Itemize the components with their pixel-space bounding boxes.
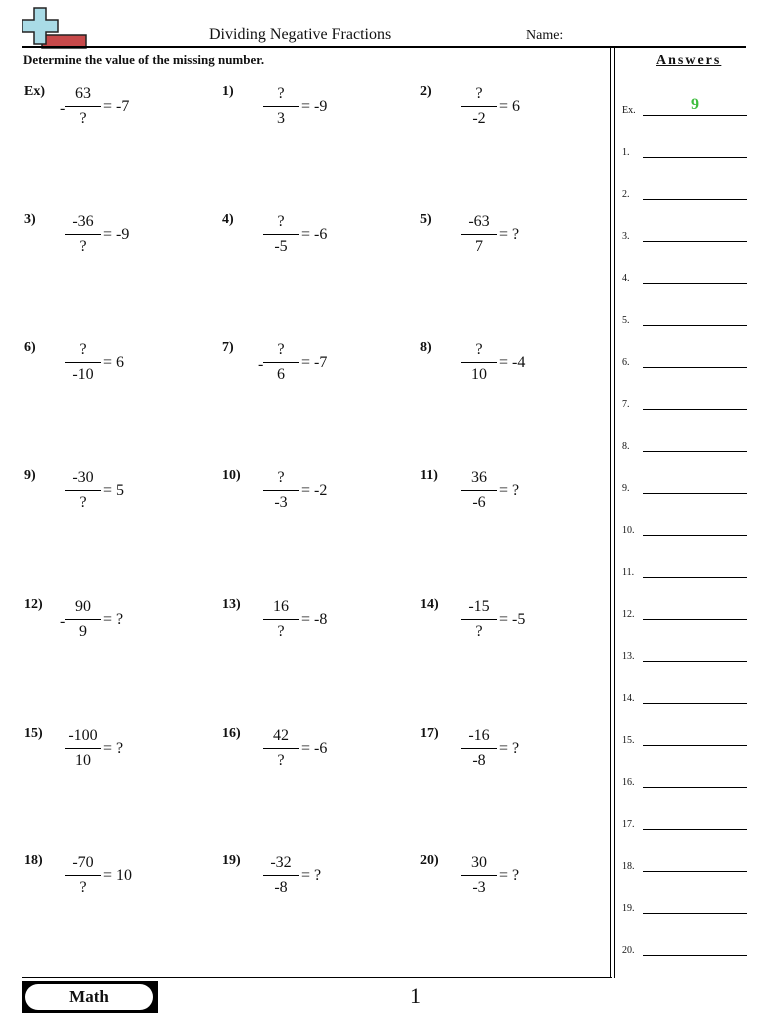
result-value: -6 [314, 740, 328, 757]
fraction-bar [65, 362, 101, 363]
fraction [65, 340, 101, 385]
answer-line [643, 115, 747, 116]
answer-row [622, 306, 747, 326]
answer-label: 15. [622, 735, 635, 746]
problem-number: 10) [222, 468, 241, 483]
answer-row [622, 894, 747, 914]
problem-item [24, 597, 204, 657]
answer-label: 14. [622, 693, 635, 704]
equation-result [103, 226, 129, 244]
fraction-denominator: ? [475, 623, 483, 640]
fraction-numerator: 90 [75, 598, 91, 615]
equals-sign: = [499, 867, 513, 884]
fraction-bar [263, 106, 299, 107]
answer-row [622, 516, 747, 536]
header-rule [22, 46, 746, 48]
fraction-bar [65, 619, 101, 620]
answer-line [643, 367, 747, 368]
fraction-numerator: -100 [68, 727, 98, 744]
equation-result [301, 740, 327, 758]
problem-number: 4) [222, 212, 234, 227]
footer-rule [22, 977, 612, 978]
problem-item [420, 853, 600, 913]
equation-result [103, 98, 129, 116]
answer-label: 10. [622, 525, 635, 536]
answer-row [622, 264, 747, 284]
answer-label: 12. [622, 609, 635, 620]
fraction [65, 468, 101, 513]
answer-line [643, 871, 747, 872]
equals-sign: = [301, 867, 315, 884]
negative-sign: - [258, 356, 264, 373]
equals-sign: = [301, 226, 315, 243]
fraction-bar [461, 619, 497, 620]
answer-label: 11. [622, 567, 635, 578]
problem-number: 1) [222, 84, 234, 99]
problem-number: 12) [24, 597, 43, 612]
fraction-numerator: -30 [72, 469, 94, 486]
equals-sign: = [499, 482, 513, 499]
fraction-denominator: -8 [472, 752, 486, 769]
answer-row [622, 558, 747, 578]
fraction-denominator: 3 [277, 110, 285, 127]
result-value: ? [512, 740, 520, 757]
fraction-denominator: ? [277, 752, 285, 769]
fraction-bar [263, 748, 299, 749]
name-label: Name: [526, 28, 564, 43]
fraction-denominator: 10 [471, 366, 487, 383]
answer-row [622, 726, 747, 746]
problem-number: 8) [420, 340, 432, 355]
problem-item [222, 726, 402, 786]
fraction-denominator: ? [79, 494, 87, 511]
answer-line [643, 787, 747, 788]
equals-sign: = [103, 226, 117, 243]
fraction [65, 212, 101, 257]
equals-sign: = [103, 98, 117, 115]
fraction-bar [263, 619, 299, 620]
equals-sign: = [103, 867, 117, 884]
equals-sign: = [103, 611, 117, 628]
fraction-bar [65, 490, 101, 491]
fraction [65, 84, 101, 129]
answer-line [643, 409, 747, 410]
answer-row [622, 348, 747, 368]
problem-number: Ex) [24, 84, 45, 99]
fraction-bar [461, 748, 497, 749]
answer-line [643, 199, 747, 200]
fraction-bar [461, 875, 497, 876]
equals-sign: = [499, 98, 513, 115]
result-value: -9 [314, 98, 328, 115]
problem-item [222, 853, 402, 913]
fraction-numerator: -36 [72, 213, 94, 230]
equation-result [499, 354, 525, 372]
problem-number: 5) [420, 212, 432, 227]
result-value: -7 [116, 98, 130, 115]
problem-item [24, 212, 204, 272]
result-value: 10 [116, 867, 133, 884]
fraction-denominator: -3 [274, 494, 288, 511]
equals-sign: = [301, 740, 315, 757]
equals-sign: = [301, 482, 315, 499]
problem-item [222, 340, 402, 400]
problem-number: 9) [24, 468, 36, 483]
answer-column-divider [610, 48, 615, 978]
problem-item [24, 340, 204, 400]
result-value: ? [314, 867, 322, 884]
equation-result [301, 354, 327, 372]
fraction-bar [461, 106, 497, 107]
instructions: Determine the value of the missing number. [23, 52, 265, 67]
result-value: ? [116, 611, 124, 628]
answer-line [643, 241, 747, 242]
fraction [461, 340, 497, 385]
answer-label: 17. [622, 819, 635, 830]
answer-line [643, 745, 747, 746]
result-value: ? [512, 482, 520, 499]
fraction [263, 853, 299, 898]
problem-number: 6) [24, 340, 36, 355]
equation-result [301, 611, 327, 629]
fraction-bar [263, 875, 299, 876]
problem-item [420, 597, 600, 657]
equals-sign: = [103, 482, 117, 499]
fraction-numerator: ? [475, 341, 483, 358]
result-value: -6 [314, 226, 328, 243]
fraction-numerator: ? [277, 213, 285, 230]
answers-title: Answers [656, 53, 722, 68]
problem-number: 15) [24, 726, 43, 741]
answer-label: 8. [622, 441, 630, 452]
answer-label: 20. [622, 945, 635, 956]
fraction-denominator: ? [277, 623, 285, 640]
fraction-denominator: 6 [277, 366, 285, 383]
fraction-denominator: ? [79, 879, 87, 896]
answer-label: 13. [622, 651, 635, 662]
problem-number: 16) [222, 726, 241, 741]
negative-sign: - [60, 100, 66, 117]
fraction-bar [65, 234, 101, 235]
fraction [461, 726, 497, 771]
result-value: -4 [512, 354, 526, 371]
answer-row [622, 474, 747, 494]
answer-line [643, 829, 747, 830]
result-value: -9 [116, 226, 130, 243]
fraction-numerator: ? [277, 85, 285, 102]
answer-value[interactable]: 9 [691, 96, 699, 113]
problem-item [420, 84, 600, 144]
equals-sign: = [301, 611, 315, 628]
fraction-numerator: -63 [468, 213, 490, 230]
fraction [263, 726, 299, 771]
answer-row [622, 768, 747, 788]
fraction-numerator: 30 [471, 854, 487, 871]
fraction-denominator: -6 [472, 494, 486, 511]
problem-number: 3) [24, 212, 36, 227]
fraction-denominator: -10 [72, 366, 94, 383]
equals-sign: = [499, 354, 513, 371]
fraction-denominator: 10 [75, 752, 91, 769]
equation-result [499, 867, 519, 885]
problem-item [420, 726, 600, 786]
problem-item [420, 468, 600, 528]
result-value: 6 [512, 98, 521, 115]
fraction-numerator: 16 [273, 598, 289, 615]
answer-label: 9. [622, 483, 630, 494]
problem-item [222, 597, 402, 657]
answer-row [622, 432, 747, 452]
equals-sign: = [103, 354, 117, 371]
equation-result [301, 482, 327, 500]
answer-row [622, 936, 747, 956]
problem-number: 14) [420, 597, 439, 612]
fraction-bar [461, 234, 497, 235]
answer-row [622, 684, 747, 704]
result-value: -8 [314, 611, 328, 628]
equation-result [301, 867, 321, 885]
fraction-bar [263, 234, 299, 235]
problem-item [24, 853, 204, 913]
fraction [263, 212, 299, 257]
fraction-numerator: -32 [270, 854, 292, 871]
fraction-denominator: 7 [475, 238, 483, 255]
equals-sign: = [499, 740, 513, 757]
problem-number: 20) [420, 853, 439, 868]
result-value: 5 [116, 482, 125, 499]
answer-line [643, 913, 747, 914]
fraction-bar [263, 490, 299, 491]
page-number: 1 [410, 983, 421, 1008]
answer-row [622, 390, 747, 410]
equals-sign: = [301, 354, 315, 371]
answer-label: 6. [622, 357, 630, 368]
fraction [65, 597, 101, 642]
equation-result [103, 611, 123, 629]
fraction [461, 597, 497, 642]
fraction-numerator: ? [79, 341, 87, 358]
equation-result [499, 482, 519, 500]
answer-line [643, 157, 747, 158]
negative-sign: - [60, 613, 66, 630]
fraction [263, 597, 299, 642]
answer-line [643, 955, 747, 956]
answer-label: 5. [622, 315, 630, 326]
equation-result [499, 740, 519, 758]
fraction [263, 340, 299, 385]
fraction-denominator: -2 [472, 110, 486, 127]
answer-row [622, 222, 747, 242]
result-value: ? [116, 740, 124, 757]
fraction [65, 853, 101, 898]
fraction-denominator: ? [79, 238, 87, 255]
fraction [65, 726, 101, 771]
fraction-bar [263, 362, 299, 363]
problem-number: 17) [420, 726, 439, 741]
fraction [263, 84, 299, 129]
equals-sign: = [499, 226, 513, 243]
answer-row [622, 810, 747, 830]
equation-result [103, 867, 132, 885]
problem-number: 13) [222, 597, 241, 612]
answer-line [643, 619, 747, 620]
fraction [461, 212, 497, 257]
answer-label: 7. [622, 399, 630, 410]
fraction-denominator: 9 [79, 623, 87, 640]
answer-label: 18. [622, 861, 635, 872]
problem-item [24, 726, 204, 786]
equals-sign: = [301, 98, 315, 115]
problem-item [420, 340, 600, 400]
fraction-numerator: 42 [273, 727, 289, 744]
equation-result [499, 98, 520, 116]
equation-result [301, 98, 327, 116]
answer-line [643, 325, 747, 326]
answer-line [643, 577, 747, 578]
answer-label: 4. [622, 273, 630, 284]
fraction-numerator: ? [475, 85, 483, 102]
problem-item [24, 84, 204, 144]
problem-number: 2) [420, 84, 432, 99]
answer-row [622, 852, 747, 872]
fraction-numerator: -70 [72, 854, 94, 871]
equation-result [499, 611, 525, 629]
equation-result [499, 226, 519, 244]
fraction-denominator: -3 [472, 879, 486, 896]
fraction [263, 468, 299, 513]
result-value: -5 [512, 611, 526, 628]
result-value: ? [512, 226, 520, 243]
problem-item [222, 84, 402, 144]
answer-label: 1. [622, 147, 630, 158]
answer-line [643, 283, 747, 284]
problem-item [420, 212, 600, 272]
fraction-denominator: ? [79, 110, 87, 127]
fraction-numerator: -15 [468, 598, 490, 615]
result-value: 6 [116, 354, 125, 371]
equation-result [103, 740, 123, 758]
answer-line [643, 703, 747, 704]
fraction [461, 853, 497, 898]
answer-row [622, 96, 747, 116]
equals-sign: = [499, 611, 513, 628]
subject-label: Math [25, 984, 153, 1010]
worksheet-title: Dividing Negative Fractions [209, 26, 392, 43]
fraction-numerator: 63 [75, 85, 91, 102]
fraction-bar [461, 490, 497, 491]
answer-label: Ex. [622, 105, 636, 116]
fraction-numerator: ? [277, 341, 285, 358]
answer-line [643, 493, 747, 494]
result-value: ? [512, 867, 520, 884]
problem-item [24, 468, 204, 528]
fraction-denominator: -8 [274, 879, 288, 896]
answer-line [643, 535, 747, 536]
fraction-denominator: -5 [274, 238, 288, 255]
answer-row [622, 180, 747, 200]
answer-label: 16. [622, 777, 635, 788]
equals-sign: = [103, 740, 117, 757]
answer-row [622, 642, 747, 662]
equation-result [301, 226, 327, 244]
result-value: -7 [314, 354, 328, 371]
fraction-numerator: -16 [468, 727, 490, 744]
problem-item [222, 468, 402, 528]
subject-badge [22, 981, 158, 1013]
equation-result [103, 482, 124, 500]
problem-number: 7) [222, 340, 234, 355]
fraction-numerator: ? [277, 469, 285, 486]
fraction-bar [65, 875, 101, 876]
answer-label: 3. [622, 231, 630, 242]
equation-result [103, 354, 124, 372]
answer-label: 19. [622, 903, 635, 914]
plus-logo-icon [22, 6, 88, 50]
result-value: -2 [314, 482, 328, 499]
answer-row [622, 600, 747, 620]
answer-row [622, 138, 747, 158]
fraction-bar [65, 748, 101, 749]
fraction [461, 468, 497, 513]
fraction-numerator: 36 [471, 469, 487, 486]
fraction-bar [65, 106, 101, 107]
answer-line [643, 451, 747, 452]
problem-number: 19) [222, 853, 241, 868]
fraction-bar [461, 362, 497, 363]
answer-label: 2. [622, 189, 630, 200]
problem-item [222, 212, 402, 272]
fraction [461, 84, 497, 129]
problem-number: 11) [420, 468, 438, 483]
problem-number: 18) [24, 853, 43, 868]
answer-line [643, 661, 747, 662]
